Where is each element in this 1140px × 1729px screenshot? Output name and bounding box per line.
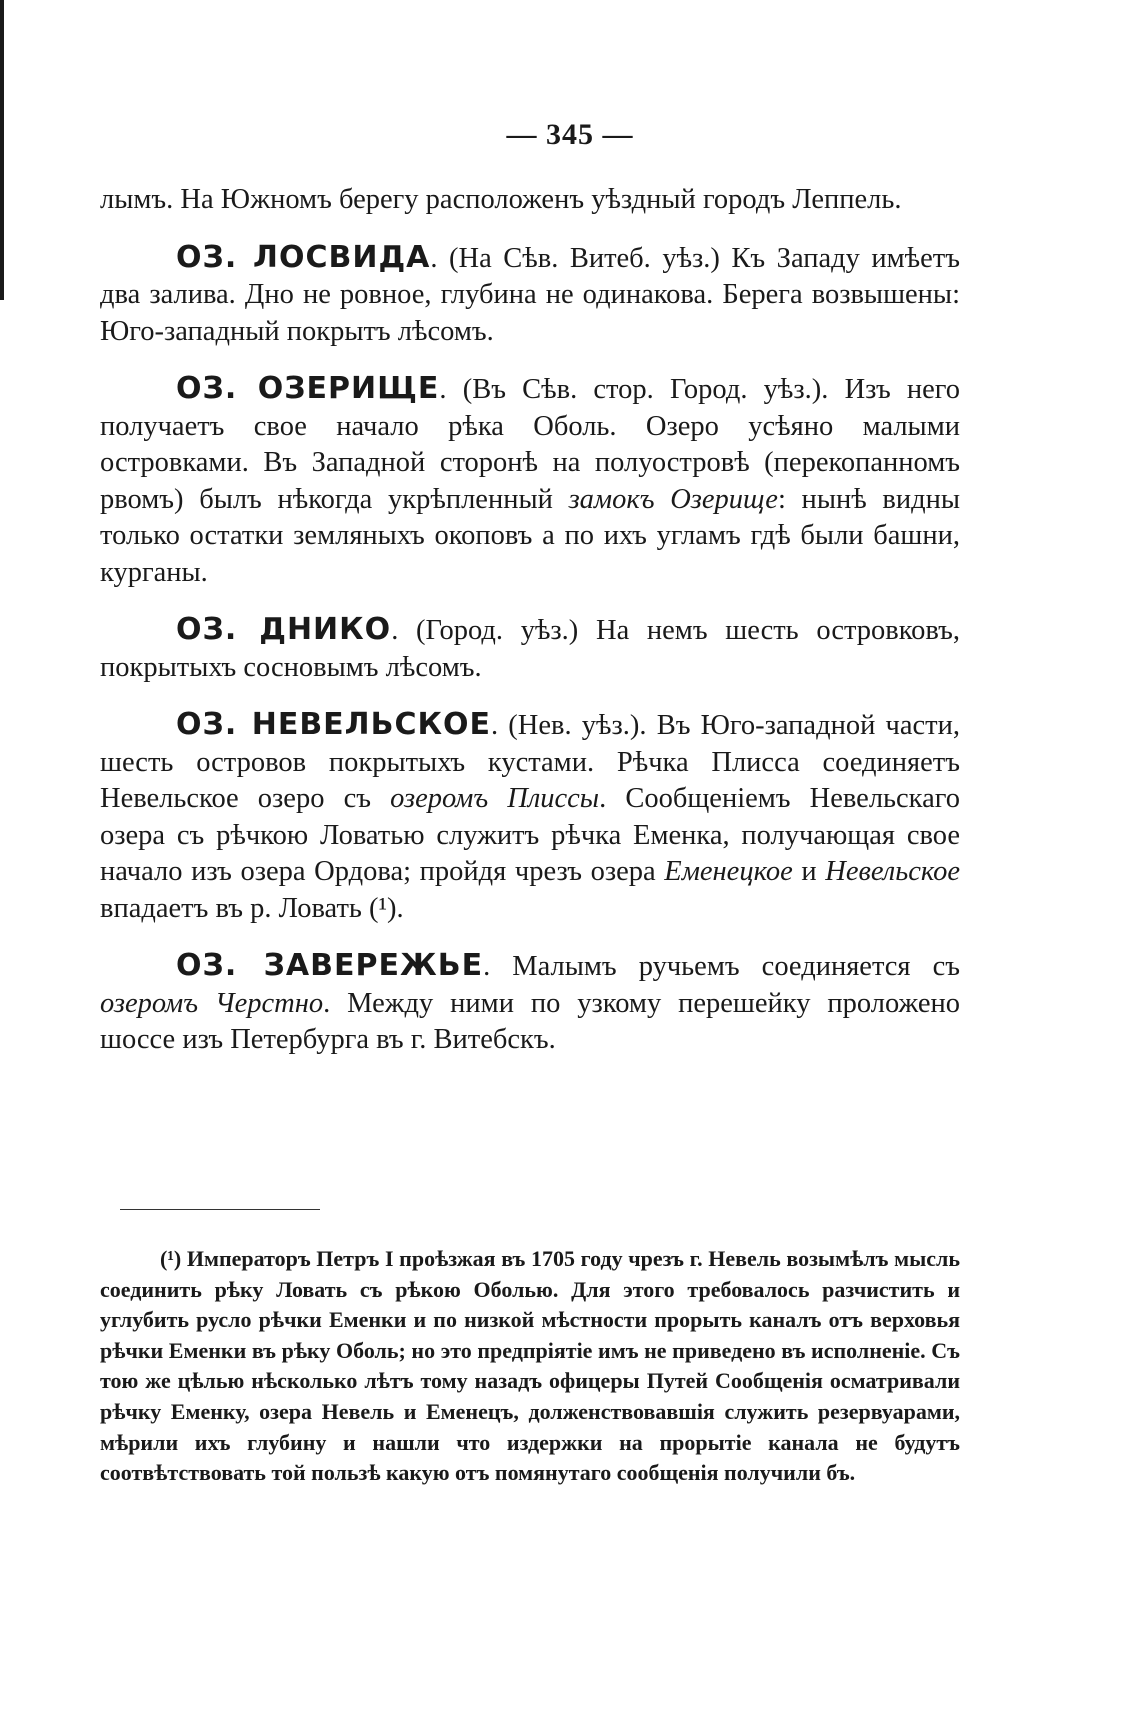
entry-heading: ОЗ. НЕВЕЛЬСКОЕ <box>176 707 491 742</box>
entry-losvida <box>100 240 960 351</box>
footnote-divider <box>120 1209 320 1210</box>
page-number: — 345 — <box>506 118 634 151</box>
entry-italic: Невельское <box>825 856 960 887</box>
entry-italic: озеромъ Черстно <box>100 987 324 1019</box>
entry-text: и <box>792 856 826 887</box>
entry-text: . Сообщенiемъ Невельскаго озера съ рѣчкою Ловатью служитъ рѣчка Еменка, получающая свое начало изъ озера Ордова; пройдя чрезъ озера <box>100 783 960 887</box>
entry-heading: ОЗ. ЗАВЕРЕЖЬЕ <box>176 948 484 983</box>
entry-text: впадаетъ въ р. Ловать (¹). <box>100 892 404 924</box>
entry-heading: ОЗ. ЛОСВИДА <box>176 239 431 275</box>
entry-ozerishche <box>100 371 960 591</box>
entry-heading: ОЗ. ДНИКО <box>176 612 392 647</box>
entry-italic: озеромъ Плиссы <box>390 783 600 814</box>
entry-text: . Малымъ ручьемъ соединяется съ <box>483 951 960 982</box>
entry-text: . (На Сѣв. Витеб. уѣз.) Къ Западу имѣетъ два залива. Дно не ровное, глубина не одинакова. Берега возвышены: Юго-западный покрытъ лѣсомъ. <box>100 242 960 347</box>
entry-text: : нынѣ видны только остатки земляныхъ окоповъ а по ихъ угламъ гдѣ были башни, курганы. <box>100 483 961 588</box>
entry-text: . Между ними по узкому перешейку проложено шоссе изъ Петербурга въ г. Витебскъ. <box>100 987 960 1055</box>
entry-zaverezhe <box>100 948 960 1059</box>
main-text <box>100 182 960 1080</box>
paragraph-text: лымъ. На Южномъ берегу расположенъ уѣздный городъ Леппель. <box>100 184 902 215</box>
entry-italic: Еменецкое <box>664 856 793 887</box>
entry-text: . (Нев. уѣз.). Въ Юго-западной части, шесть островов покрытыхъ кустами. Рѣчка Плисса соединяетъ Невельское озеро съ <box>100 710 960 814</box>
entry-dniko <box>100 612 960 686</box>
entry-heading: ОЗ. ОЗЕРИЩЕ <box>176 371 440 406</box>
entry-text: . (Въ Сѣв. стор. Город. уѣз.). Изъ него получаетъ свое начало рѣка Оболь. Озеро усѣяно малыми островками. Въ Западной сторонѣ на полуостровѣ (перекопанномъ рвомъ) былъ нѣкогда укрѣпленный <box>100 374 960 515</box>
entry-text: . (Город. уѣз.) На немъ шесть островковъ, покрытыхъ сосновымъ лѣсомъ. <box>100 615 960 683</box>
paragraph-leppel <box>100 182 960 219</box>
entry-nevelskoe <box>100 707 960 927</box>
footnote: (¹) Императоръ Петръ I проѣзжая въ 1705 году чрезъ г. Невель возымѣлъ мысль соединить рѣку Ловать съ рѣкою Оболью. Для этого требовалось разчистить и углубить русло рѣчки Еменки и по низкой мѣстности прорыть каналъ отъ верховья рѣчки Еменки въ рѣку Оболь; но это предпрiятiе имъ не приведено въ исполненiе. Съ тою же цѣлью нѣсколько лѣтъ тому назадъ офицеры Путей Сообщенiя осматривали рѣчку Еменку, озера Невель и Еменецъ, долженствовавшiя служить резервуарами, мѣрили ихъ глубину и нашли что издержки на прорытiе канала не будутъ соотвѣтствовать той пользѣ какую отъ помянутаго сообщенiя получили бъ. <box>100 1246 960 1486</box>
entry-italic: замокъ Озерище <box>568 483 778 515</box>
